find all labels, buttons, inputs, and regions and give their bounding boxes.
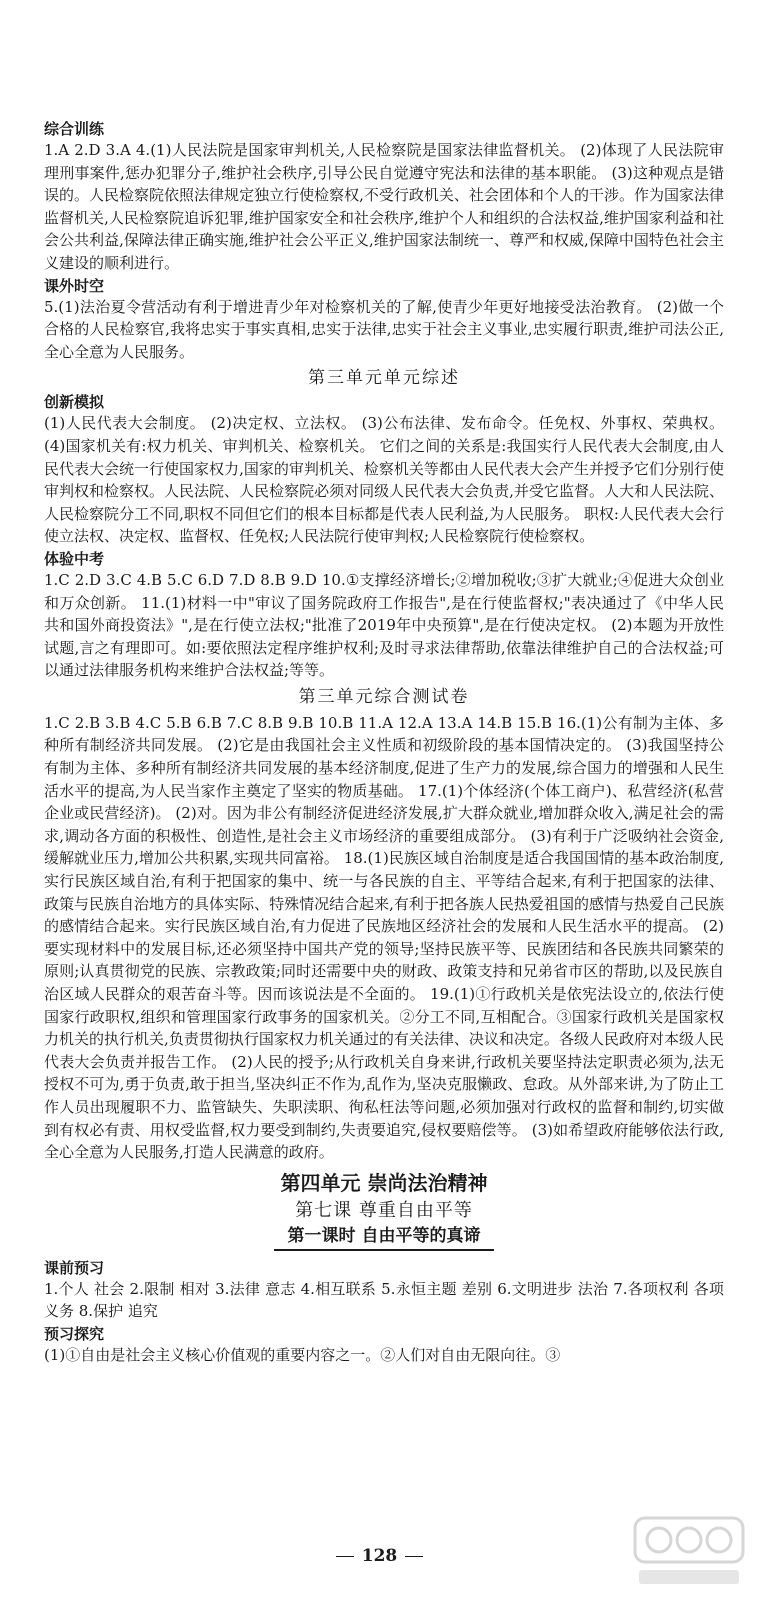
section-heading-training: 综合训练: [44, 120, 105, 138]
section-text-preview: 1.个人 社会 2.限制 相对 3.法律 意志 4.相互联系 5.永恒主题 差别 6.文明进步 法治 7.各项权利 各项义务 8.保护 追究: [44, 1279, 724, 1321]
watermark-logo-icon: [629, 1512, 749, 1592]
section-heading-extracurricular: 课外时空: [44, 276, 105, 295]
section-text-extracurricular: 5.(1)法治夏令营活动有利于增进青少年对检察机关的了解,使青少年更好地接受法治教育。 (2)做一个合格的人民检察官,我将忠实于事实真相,忠实于法律,忠实于社会主义事业,忠实履行职责,维护司法公正,全心全意为人民服务。: [44, 297, 724, 361]
answer-page: [44, 118, 724, 1367]
lesson7-title: 第七课 尊重自由平等: [295, 1199, 473, 1221]
section-text-innovation: (1)人民代表大会制度。 (2)决定权、立法权。 (3)公布法律、发布命令。任免权、外事权、荣典权。 (4)国家机关有:权力机关、审判机关、检察机关。 它们之间的关系是:我国实行人民代表大会制度,由人民代表大会统一行使国家权力,国家的审判机关、检察机关等都由人民代表大会产生并授予它们分别行使审判权和检察权。人民法院、人民检察院必须对同级人民代表大会负责,并受它监督。人大和人民法院、人民检察院分工不同,职权不同但它们的根本目标都是代表人民利益,为人民服务。 职权:人民代表大会行使立法权、决定权、监督权、任免权;人民法院行使审判权;人民检察院行使检察权。: [44, 414, 724, 546]
unit3-summary-title: 第三单元单元综述: [308, 368, 460, 389]
section-text-unit3-test: 1.C 2.B 3.B 4.C 5.B 6.B 7.C 8.B 9.B 10.B 11.A 12.A 13.A 14.B 15.B 16.(1)公有制为主体、多种所有制经济共同发展。 (2)它是由我国社会主义性质和初级阶段的基本国情决定的。 (3)我国坚持公有制为主体、多种所有制经济共同发展的基本经济制度,促进了生产力的发展,综合国力的增强和人民生活水平的提高,为人民当家作主奠定了坚实的物质基础。 17.(1)个体经济(个体工商户)、私营经济(私营企业或民营经济)。 (2)对。因为非公有制经济促进经济发展,扩大群众就业,增加群众收入,满足社会的需求,调动各方面的积极性、创造性,是社会主义市场经济的重要组成部分。 (3)有利于广泛吸纳社会资金,缓解就业压力,增加公共积累,实现共同富裕。 18.(1)民族区域自治制度是适合我国国情的基本政治制度,实行民族区域自治,有利于把国家的集中、统一与各民族的自主、平等结合起来,有利于把国家的法律、政策与民族自治地方的具体实际、特殊情况结合起来,有利于把各族人民热爱祖国的感情与热爱自己民族的感情结合起来。实行民族区域自治,有力促进了民族地区经济社会的发展和人民生活水平的提高。 (2)要实现材料中的发展目标,还必须坚持中国共产党的领导;坚持民族平等、民族团结和各民族共同繁荣的原则;认真贯彻党的民族、宗教政策;同时还需要中央的财政、政策支持和兄弟省市区的帮助,以及民族自治区域人民群众的艰苦奋斗等。因而该说法是不全面的。 19.(1)①行政机关是依宪法设立的,依法行使国家行政职权,组织和管理国家行政事务的国家机关。②分工不同,互相配合。③国家行政机关是国家权力机关的执行机关,负责贯彻执行国家权力机关通过的有关法律、决议和决定。各级人民政府对本级人民代表大会负责并报告工作。 (2)人民的授予;从行政机关自身来讲,行政机关要坚持法定职责必须为,法无授权不可为,勇于负责,敢于担当,坚决纠正不作为,乱作为,坚决克服懒政、怠政。从外部来讲,为了防止工作人员出现履职不力、监管缺失、失职渎职、徇私枉法等问题,必须加强对行政权的监督和制约,切实做到有权必有责、用权受监督,权力要受到制约,失责要追究,侵权要赔偿等。 (3)如希望政府能够依法行政,全心全意为人民服务,打造人民满意的政府。: [44, 713, 724, 1162]
section-heading-preview-explore: 预习探究: [44, 1324, 105, 1343]
page-number-value: 128: [361, 1546, 398, 1566]
period1-title: 第一课时 自由平等的真谛: [274, 1224, 495, 1251]
section-text-training: 1.A 2.D 3.A 4.(1)人民法院是国家审判机关,人民检察院是国家法律监督机关。 (2)体现了人民法院审理刑事案件,惩办犯罪分子,维护社会秩序,引导公民自觉遵守宪法和法律的基本职能。 (3)这种观点是错误的。人民检察院依照法律规定独立行使检察权,不受行政机关、社会团体和个人的干涉。作为国家法律监督机关,人民检察院追诉犯罪,维护国家安全和社会秩序,维护个人和组织的合法权益,维护国家利益和社会公共利益,保障法律正确实施,维护社会公平正义,维护国家法制统一、尊严和权威,保障中国特色社会主义建设的顺利进行。: [44, 141, 724, 272]
section-text-exam-experience: 1.C 2.D 3.C 4.B 5.C 6.D 7.D 8.B 9.D 10.①支撑经济增长;②增加税收;③扩大就业;④促进大众创业和万众创新。 11.(1)材料一中"审议了国务院政府工作报告",是在行使监督权;"表决通过了《中华人民共和国外商投资法》",是在行使立法权;"批准了2019年中央预算",是在行使决定权。 (2)本题为开放性试题,言之有理即可。如:要依照法定程序维护权利;及时寻求法律帮助,依靠法律维护自己的合法权益;可以通过法律服务机构来维护合法权益;等等。: [44, 570, 724, 680]
unit4-title: 第四单元 崇尚法治精神: [280, 1170, 488, 1195]
section-heading-preview: 课前预习: [44, 1258, 105, 1277]
unit3-test-title: 第三单元综合测试卷: [298, 686, 470, 707]
section-heading-innovation: 创新模拟: [44, 393, 105, 412]
section-heading-exam-experience: 体验中考: [44, 549, 105, 568]
section-text-preview-explore: (1)①自由是社会主义核心价值观的重要内容之一。②人们对自由无限向往。③: [44, 1345, 561, 1364]
